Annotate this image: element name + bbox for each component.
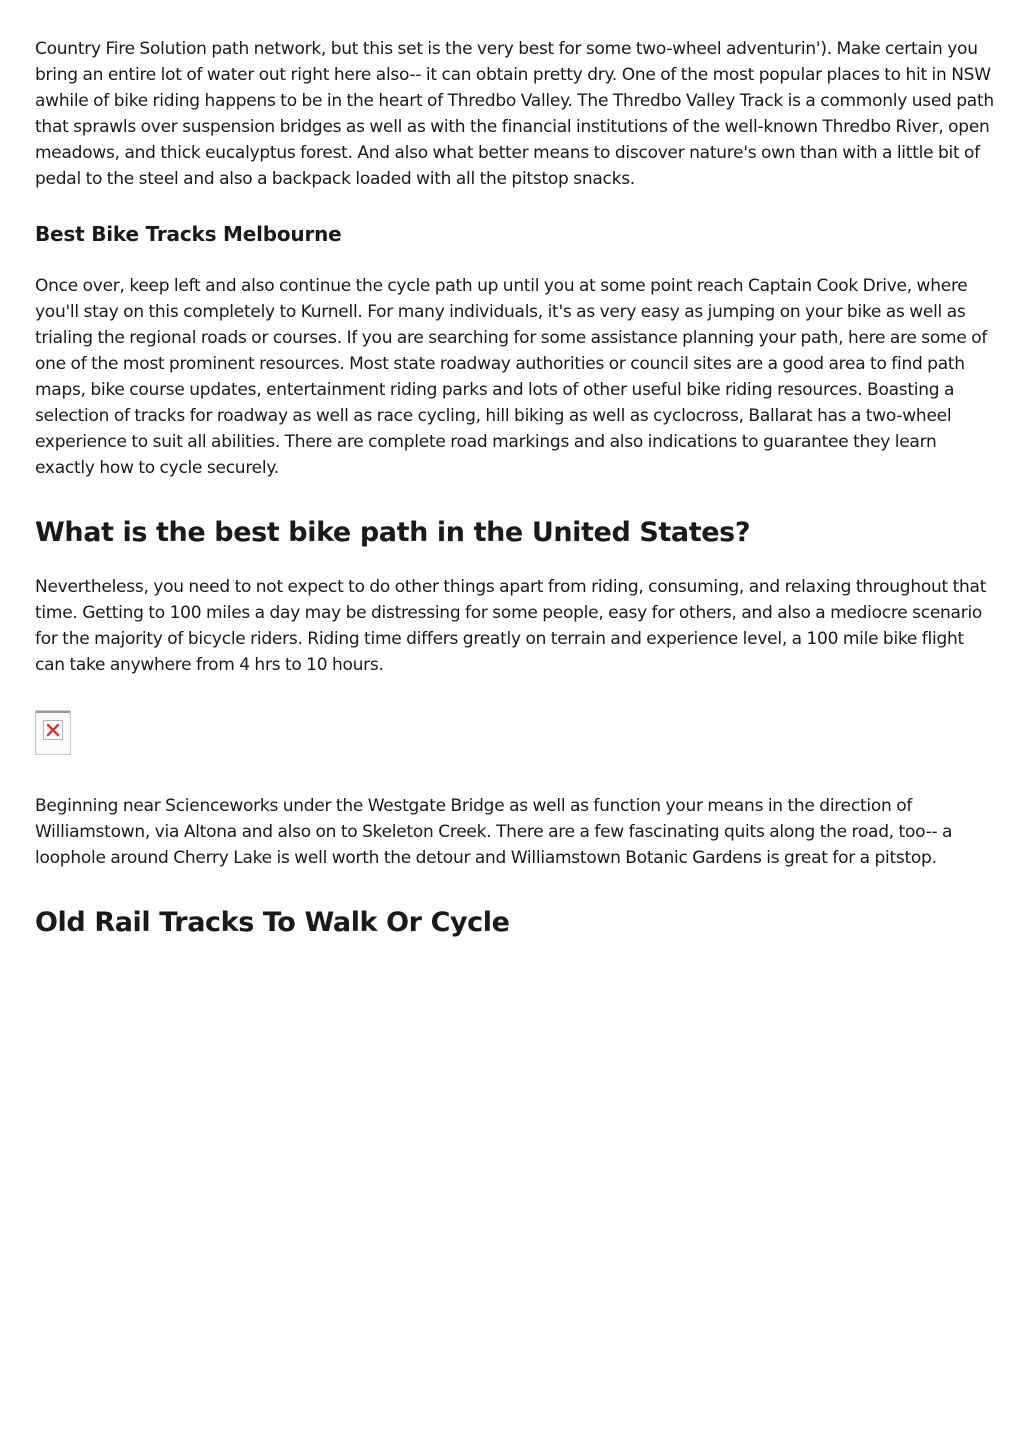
paragraph-captain-cook: Once over, keep left and also continue the cycle path up until you at some point reach Captain Cook Drive, where you'll stay on this completely to Kurnell. For many individuals, it's as very easy as jumping on your bike as well as trialing the regional roads or courses. If you are searching for some assistance planning your path, here are some of one of the most prominent resources. Most state roadway authorities or council sites are a good area to find path maps, bike course updates, entertainment riding parks and lots of other useful bike riding resources. Boasting a selection of tracks for roadway as well as race cycling, hill biking as well as cyclocross, Ballarat has a two-wheel experience to suit all abilities. There are complete road markings and also indications to guarantee they learn exactly how to cycle securely. xyxy=(35,276,988,478)
paragraph-scienceworks: Beginning near Scienceworks under the Westgate Bridge as well as function your means in the direction of Williamstown, via Altona and also on to Skeleton Creek. There are a few fascinating quits along the road, too-- a loophole around Cherry Lake is well worth the detour and Williamstown Botanic Gardens is great for a pitstop. xyxy=(35,796,953,868)
close-x-icon xyxy=(46,723,60,737)
heading-best-bike-path-us: What is the best bike path in the United States? xyxy=(35,517,751,548)
paragraph-100-miles: Nevertheless, you need to not expect to do other things apart from riding, consuming, and relaxing throughout that time. Getting to 100 miles a day may be distressing for some people, easy for others, and also a mediocre scenario for the majority of bicycle riders. Riding time differs greatly on terrain and experience level, a 100 mile bike flight can take anywhere from 4 hrs to 10 hours. xyxy=(35,577,987,675)
broken-image-icon xyxy=(35,710,71,755)
x-box xyxy=(43,720,63,740)
heading-best-bike-tracks: Best Bike Tracks Melbourne xyxy=(35,222,342,246)
heading-old-rail-tracks: Old Rail Tracks To Walk Or Cycle xyxy=(35,907,510,938)
paragraph-thredbo: Country Fire Solution path network, but this set is the very best for some two-wheel adventurin'). Make certain you bring an entire lot of water out right here also-- it can obtain pretty dry. One of the most popular places to hit in NSW awhile of bike riding happens to be in the heart of Thredbo Valley. The Thredbo Valley Track is a commonly used path that sprawls over suspension bridges as well as with the financial institutions of the well-known Thredbo River, open meadows, and thick eucalyptus forest. And also what better means to discover nature's own than with a little bit of pedal to the steel and also a backpack loaded with all the pitstop snacks. xyxy=(35,39,994,189)
image-frame-top xyxy=(36,711,70,713)
document-page xyxy=(35,36,995,941)
